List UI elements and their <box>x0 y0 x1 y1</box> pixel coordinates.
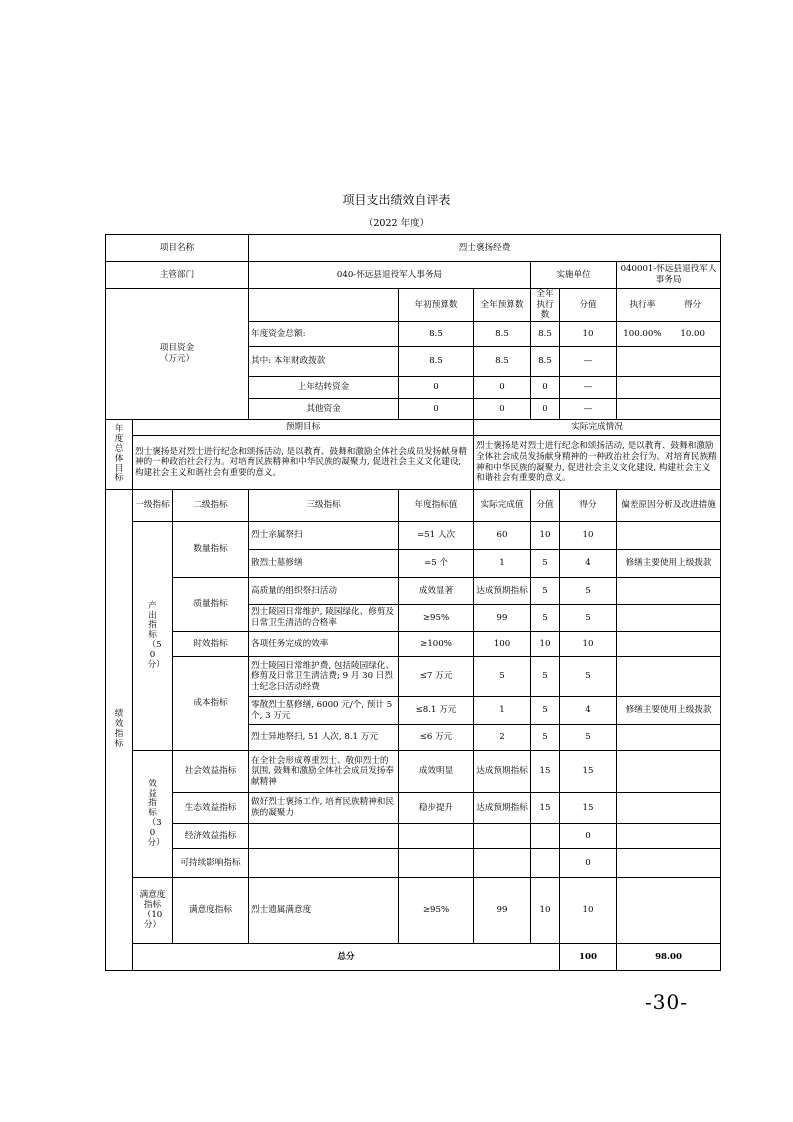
benefit-label: 效益指标（30分） <box>147 778 165 848</box>
economic-label: 经济效益指标 <box>173 824 249 849</box>
indicator-score: 5 <box>560 657 617 697</box>
indicator-target: 稳步提升 <box>399 793 474 824</box>
indicator-target: ≥95% <box>399 878 474 944</box>
funds-header-rate: 执行率 <box>629 299 656 310</box>
indicator-weight: 5 <box>531 697 560 725</box>
indicator-score: 5 <box>560 578 617 605</box>
goal-actual-label: 实际完成情况 <box>474 420 721 436</box>
header-score: 得分 <box>560 490 617 522</box>
funds-executed: 8.5 <box>531 347 560 377</box>
indicator-actual: 1 <box>474 550 531 578</box>
indicator-name: 烈士亲属祭扫 <box>249 522 399 550</box>
indicator-name: 零散烈士墓修缮, 6000 元/个, 预计 5 个, 3 万元 <box>249 697 399 725</box>
social-label: 社会效益指标 <box>173 751 249 793</box>
indicator-score: 10 <box>560 522 617 550</box>
indicator-name: 烈士遗属满意度 <box>249 878 399 944</box>
indicator-name: 高质量的组织祭扫活动 <box>249 578 399 605</box>
page-number: -30- <box>645 990 688 1014</box>
goal-expected-label: 预期目标 <box>133 420 474 436</box>
indicator-actual: 60 <box>474 522 531 550</box>
project-name-row <box>106 235 721 262</box>
total-label: 总分 <box>133 944 560 971</box>
indicators-label: 绩效指标 <box>114 709 124 750</box>
timeliness-label: 时效指标 <box>173 632 249 657</box>
indicator-target: ≤8.1 万元 <box>399 697 474 725</box>
header-note: 偏差原因分析及改进措施 <box>617 490 721 522</box>
self-evaluation-table <box>105 234 721 971</box>
funds-header-score: 得分 <box>684 299 702 310</box>
funds-executed: 0 <box>531 399 560 420</box>
indicator-row <box>106 793 721 824</box>
indicator-target: ≥100% <box>399 632 474 657</box>
indicator-score: 10 <box>560 878 617 944</box>
goal-label: 年度总体目标 <box>114 424 124 484</box>
indicator-name: 烈士陵园日常维护, 陵园绿化、修剪及日常卫生清洁的合格率 <box>249 605 399 632</box>
indicator-weight: 15 <box>531 793 560 824</box>
quantity-label: 数量指标 <box>173 522 249 578</box>
indicator-weight: 10 <box>531 632 560 657</box>
indicator-weight: 5 <box>531 605 560 632</box>
header-actual: 实际完成值 <box>474 490 531 522</box>
page-subtitle: （2022 年度） <box>363 218 430 229</box>
indicator-row <box>106 849 721 878</box>
indicator-name: 散烈士墓修缮 <box>249 550 399 578</box>
indicator-weight: 10 <box>531 522 560 550</box>
funds-row-label: 年度资金总额: <box>249 322 399 347</box>
funds-row-label: 其中: 本年财政拨款 <box>249 347 399 377</box>
indicator-target: =51 人次 <box>399 522 474 550</box>
funds-weight: — <box>560 399 617 420</box>
indicator-name <box>249 849 399 878</box>
indicator-row <box>106 578 721 605</box>
indicator-note <box>617 605 721 632</box>
indicator-note <box>617 578 721 605</box>
indicator-weight: 5 <box>531 657 560 697</box>
output-label: 产出指标（50分） <box>147 600 165 670</box>
indicator-note <box>617 725 721 751</box>
funds-score: 10.00 <box>680 328 705 339</box>
satisfaction-label: 满意度指标（10分） <box>139 889 166 930</box>
funds-rate-score <box>617 399 721 420</box>
funds-label: 项目资金 （万元） <box>106 289 249 420</box>
funds-weight: — <box>560 347 617 377</box>
funds-annual: 0 <box>474 377 531 399</box>
indicator-note: 修缮主要使用上级拨款 <box>617 550 721 578</box>
indicator-weight: 10 <box>531 878 560 944</box>
indicator-score: 4 <box>560 697 617 725</box>
funds-weight: 10 <box>560 322 617 347</box>
indicator-note: 修缮主要使用上级拨款 <box>617 697 721 725</box>
indicator-weight <box>531 849 560 878</box>
indicator-row <box>106 751 721 793</box>
header-target: 年度指标值 <box>399 490 474 522</box>
goal-expected-text: 烈士褒扬是对烈士进行纪念和颂扬活动, 是以教育、鼓舞和激励全体社会成员发扬献身精神的一种政治社会行为。对培育民族精神和中华民族的凝聚力, 促进社会主义文化建设, 构建社会主义和谐社会有重要的意义。 <box>133 436 474 490</box>
funds-header-row <box>106 289 721 322</box>
indicator-row <box>106 522 721 550</box>
indicator-score: 0 <box>560 849 617 878</box>
funds-weight: — <box>560 377 617 399</box>
indicator-row <box>106 632 721 657</box>
header-level3: 三级指标 <box>249 490 399 522</box>
goal-actual-text: 烈士褒扬是对烈士进行纪念和颂扬活动, 是以教育、鼓舞和激励全体社会成员发扬献身精神的一种政治社会行为。对培育民族精神和中华民族的凝聚力, 促进社会主义文化建设, 构建社会主义和谐社会有重要的意义。 <box>474 436 721 490</box>
funds-row-label: 其他资金 <box>249 399 399 420</box>
indicator-score: 10 <box>560 632 617 657</box>
indicator-note <box>617 522 721 550</box>
project-name-value: 烈士褒扬经费 <box>249 235 721 262</box>
indicator-target: ≥95% <box>399 605 474 632</box>
funds-rate-score <box>617 322 721 347</box>
header-level2: 二级指标 <box>173 490 249 522</box>
funds-header-annual: 全年预算数 <box>474 289 531 322</box>
indicator-actual: 99 <box>474 605 531 632</box>
funds-initial: 0 <box>399 377 474 399</box>
indicator-target: ≤6 万元 <box>399 725 474 751</box>
indicator-note <box>617 824 721 849</box>
indicator-actual <box>474 824 531 849</box>
cost-label: 成本指标 <box>173 657 249 751</box>
indicator-note <box>617 632 721 657</box>
funds-initial: 8.5 <box>399 322 474 347</box>
ecological-label: 生态效益指标 <box>173 793 249 824</box>
funds-initial: 0 <box>399 399 474 420</box>
indicator-weight: 5 <box>531 725 560 751</box>
indicator-score: 4 <box>560 550 617 578</box>
indicator-note <box>617 657 721 697</box>
indicator-actual: 2 <box>474 725 531 751</box>
indicators-label-cell <box>106 490 133 971</box>
indicator-actual: 100 <box>474 632 531 657</box>
goal-header-row <box>106 420 721 436</box>
satisfaction-sub-label: 满意度指标 <box>173 878 249 944</box>
impl-value: 040001-怀远县退役军人事务局 <box>617 262 721 289</box>
funds-rate: 100.00% <box>623 328 662 339</box>
indicator-note <box>617 793 721 824</box>
indicator-row <box>106 824 721 849</box>
total-weight: 100 <box>560 944 617 971</box>
indicator-target: =5 个 <box>399 550 474 578</box>
satisfaction-label-cell <box>133 878 173 944</box>
total-score: 98.00 <box>617 944 721 971</box>
funds-rate-score <box>617 377 721 399</box>
funds-header-rate-score <box>617 289 721 322</box>
indicator-actual: 达成预期指标 <box>474 751 531 793</box>
benefit-label-cell <box>133 751 173 878</box>
indicator-target: 成效显著 <box>399 578 474 605</box>
indicator-score: 5 <box>560 725 617 751</box>
header-weight: 分值 <box>531 490 560 522</box>
indicator-row <box>106 657 721 697</box>
impl-label: 实施单位 <box>531 262 617 289</box>
sustainable-label: 可持续影响指标 <box>173 849 249 878</box>
indicator-score: 0 <box>560 824 617 849</box>
project-name-label: 项目名称 <box>106 235 249 262</box>
funds-header-weight: 分值 <box>560 289 617 322</box>
indicator-note <box>617 751 721 793</box>
output-label-cell <box>133 522 173 751</box>
funds-header-executed: 全年执行数 <box>531 289 560 322</box>
indicator-score: 5 <box>560 605 617 632</box>
funds-initial: 8.5 <box>399 347 474 377</box>
indicator-header-row <box>106 490 721 522</box>
dept-value: 040-怀远县退役军人事务局 <box>249 262 531 289</box>
indicator-weight <box>531 824 560 849</box>
funds-row-label: 上年结转资金 <box>249 377 399 399</box>
funds-annual: 8.5 <box>474 322 531 347</box>
indicator-actual: 达成预期指标 <box>474 578 531 605</box>
indicator-actual: 1 <box>474 697 531 725</box>
indicator-name: 烈士异地祭扫, 51 人次, 8.1 万元 <box>249 725 399 751</box>
indicator-row <box>106 878 721 944</box>
indicator-actual <box>474 849 531 878</box>
indicator-target <box>399 849 474 878</box>
funds-header-blank <box>249 289 399 322</box>
funds-executed: 0 <box>531 377 560 399</box>
dept-label: 主管部门 <box>106 262 249 289</box>
department-row <box>106 262 721 289</box>
indicator-target <box>399 824 474 849</box>
indicator-name <box>249 824 399 849</box>
indicator-name: 做好烈士褒扬工作, 培育民族精神和民族的凝聚力 <box>249 793 399 824</box>
indicator-actual: 99 <box>474 878 531 944</box>
indicator-weight: 15 <box>531 751 560 793</box>
funds-annual: 0 <box>474 399 531 420</box>
page-title: 项目支出绩效自评表 <box>342 193 451 207</box>
indicator-actual: 达成预期指标 <box>474 793 531 824</box>
goal-content-row <box>106 436 721 490</box>
funds-header-initial: 年初预算数 <box>399 289 474 322</box>
indicator-name: 烈士陵园日常维护费, 包括陵园绿化、修剪及日常卫生清洁费; 9 月 30 日烈士纪念日活动经费 <box>249 657 399 697</box>
funds-executed: 8.5 <box>531 322 560 347</box>
funds-annual: 8.5 <box>474 347 531 377</box>
header-level1: 一级指标 <box>133 490 173 522</box>
indicator-name: 各项任务完成的效率 <box>249 632 399 657</box>
indicator-name: 在全社会形成尊重烈士、敬仰烈士的氛围, 鼓舞和激励全体社会成员发扬奉献精神 <box>249 751 399 793</box>
indicator-score: 15 <box>560 793 617 824</box>
indicator-note <box>617 849 721 878</box>
indicator-actual: 5 <box>474 657 531 697</box>
indicator-target: 成效明显 <box>399 751 474 793</box>
indicator-target: ≤7 万元 <box>399 657 474 697</box>
indicator-note <box>617 878 721 944</box>
indicator-weight: 5 <box>531 578 560 605</box>
total-row <box>106 944 721 971</box>
quality-label: 质量指标 <box>173 578 249 632</box>
funds-rate-score <box>617 347 721 377</box>
indicator-score: 15 <box>560 751 617 793</box>
indicator-weight: 5 <box>531 550 560 578</box>
goal-label-cell <box>106 420 133 490</box>
